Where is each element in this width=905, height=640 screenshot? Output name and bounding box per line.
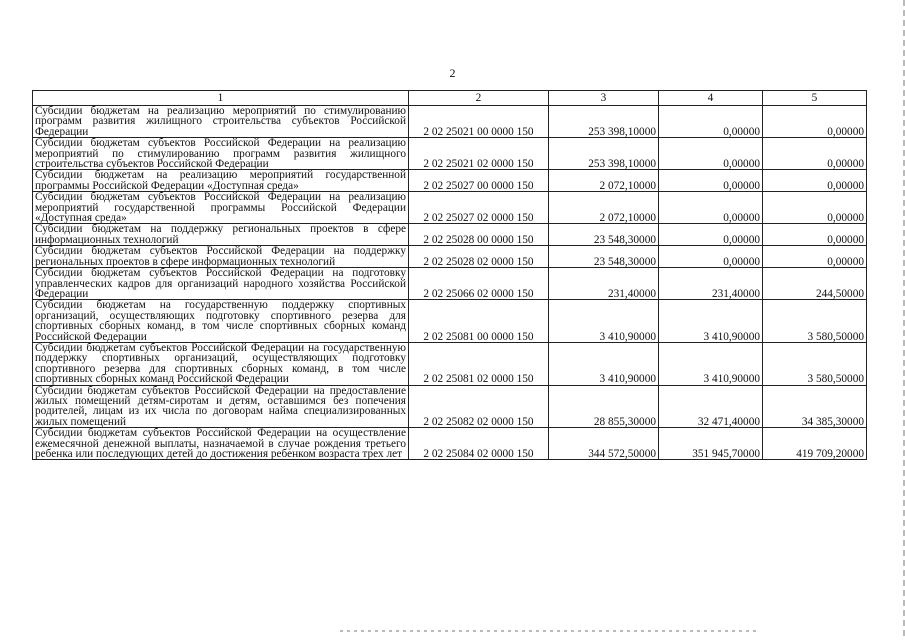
row-description: Субсидии бюджетам субъектов Российской Федерации на предоставление жилых помещений детям-сиротам и детям, оставшимся без попечения родителей, лицам из их числа по договорам найма специализированных жилых помещений: [33, 385, 409, 428]
row-value-col5: 0,00000: [763, 224, 867, 246]
row-value-col3: 2 072,10000: [549, 170, 659, 192]
table-row: [33, 170, 867, 192]
row-value-col4: 3 410,90000: [659, 300, 763, 343]
table-row: [33, 428, 867, 460]
row-value-col3: 253 398,10000: [549, 138, 659, 170]
row-value-col5: 34 385,30000: [763, 385, 867, 428]
table-row: [33, 268, 867, 300]
row-value-col4: 0,00000: [659, 246, 763, 268]
table-row: [33, 246, 867, 268]
row-value-col3: 23 548,30000: [549, 224, 659, 246]
row-budget-code: 2 02 25066 02 0000 150: [409, 268, 549, 300]
row-value-col5: 3 580,50000: [763, 300, 867, 343]
table-row: [33, 342, 867, 385]
row-value-col4: 3 410,90000: [659, 342, 763, 385]
row-value-col5: 0,00000: [763, 170, 867, 192]
row-value-col4: 0,00000: [659, 170, 763, 192]
row-value-col4: 231,40000: [659, 268, 763, 300]
header-col-4: 4: [659, 91, 763, 106]
table-row: [33, 192, 867, 224]
row-value-col4: 351 945,70000: [659, 428, 763, 460]
row-budget-code: 2 02 25081 02 0000 150: [409, 342, 549, 385]
table-row: [33, 300, 867, 343]
row-value-col3: 231,40000: [549, 268, 659, 300]
budget-table: [32, 90, 867, 460]
row-budget-code: 2 02 25081 00 0000 150: [409, 300, 549, 343]
row-budget-code: 2 02 25027 00 0000 150: [409, 170, 549, 192]
row-budget-code: 2 02 25082 02 0000 150: [409, 385, 549, 428]
row-value-col4: 0,00000: [659, 192, 763, 224]
row-description: Субсидии бюджетам на поддержку региональных проектов в сфере информационных технологий: [33, 224, 409, 246]
row-value-col3: 28 855,30000: [549, 385, 659, 428]
row-value-col3: 253 398,10000: [549, 106, 659, 138]
table-row: [33, 385, 867, 428]
row-budget-code: 2 02 25028 00 0000 150: [409, 224, 549, 246]
header-col-2: 2: [409, 91, 549, 106]
row-value-col5: 0,00000: [763, 106, 867, 138]
row-value-col5: 0,00000: [763, 192, 867, 224]
row-value-col4: 32 471,40000: [659, 385, 763, 428]
header-row: [33, 91, 867, 106]
row-value-col5: 0,00000: [763, 138, 867, 170]
row-value-col5: 419 709,20000: [763, 428, 867, 460]
table-row: [33, 138, 867, 170]
row-budget-code: 2 02 25021 00 0000 150: [409, 106, 549, 138]
row-description: Субсидии бюджетам субъектов Российской Федерации на подготовку управленческих кадров для организаций народного хозяйства Российской Федерации: [33, 268, 409, 300]
row-description: Субсидии бюджетам субъектов Российской Федерации на поддержку региональных проектов в сфере информационных технологий: [33, 246, 409, 268]
row-value-col5: 3 580,50000: [763, 342, 867, 385]
header-col-5: 5: [763, 91, 867, 106]
header-col-1: 1: [33, 91, 409, 106]
row-value-col3: 3 410,90000: [549, 300, 659, 343]
row-value-col3: 2 072,10000: [549, 192, 659, 224]
row-description: Субсидии бюджетам субъектов Российской Федерации на государственную поддержку спортивных организаций, осуществляющих подготовку спортивного резерва для спортивных сборных команд, в том числе спортивных сборных команд Российской Федерации: [33, 342, 409, 385]
row-value-col4: 0,00000: [659, 106, 763, 138]
row-budget-code: 2 02 25028 02 0000 150: [409, 246, 549, 268]
row-description: Субсидии бюджетам на государственную поддержку спортивных организаций, осуществляющих подготовку спортивного резерва для спортивных сборных команд, в том числе спортивных сборных команд Российской Федерации: [33, 300, 409, 343]
row-value-col3: 344 572,50000: [549, 428, 659, 460]
row-budget-code: 2 02 25027 02 0000 150: [409, 192, 549, 224]
row-value-col5: 0,00000: [763, 246, 867, 268]
header-col-3: 3: [549, 91, 659, 106]
row-description: Субсидии бюджетам субъектов Российской Федерации на осуществление ежемесячной денежной выплаты, назначаемой в случае рождения третьего ребенка или последующих детей до достижения ребенком возраста трех лет: [33, 428, 409, 460]
row-value-col5: 244,50000: [763, 268, 867, 300]
row-description: Субсидии бюджетам субъектов Российской Федерации на реализацию мероприятий по стимулированию программ развития жилищного строительства субъектов Российской Федерации: [33, 138, 409, 170]
row-value-col4: 0,00000: [659, 224, 763, 246]
page-number: 2: [449, 66, 456, 80]
scan-noise-artifact: [340, 630, 760, 632]
row-value-col3: 23 548,30000: [549, 246, 659, 268]
row-value-col3: 3 410,90000: [549, 342, 659, 385]
table-row: [33, 106, 867, 138]
row-budget-code: 2 02 25021 02 0000 150: [409, 138, 549, 170]
row-budget-code: 2 02 25084 02 0000 150: [409, 428, 549, 460]
row-description: Субсидии бюджетам на реализацию мероприятий по стимулированию программ развития жилищного строительства субъектов Российской Федерации: [33, 106, 409, 138]
row-description: Субсидии бюджетам на реализацию мероприятий государственной программы Российской Федерации «Доступная среда»: [33, 170, 409, 192]
row-value-col4: 0,00000: [659, 138, 763, 170]
row-description: Субсидии бюджетам субъектов Российской Федерации на реализацию мероприятий государственной программы Российской Федерации «Доступная среда»: [33, 192, 409, 224]
table-row: [33, 224, 867, 246]
